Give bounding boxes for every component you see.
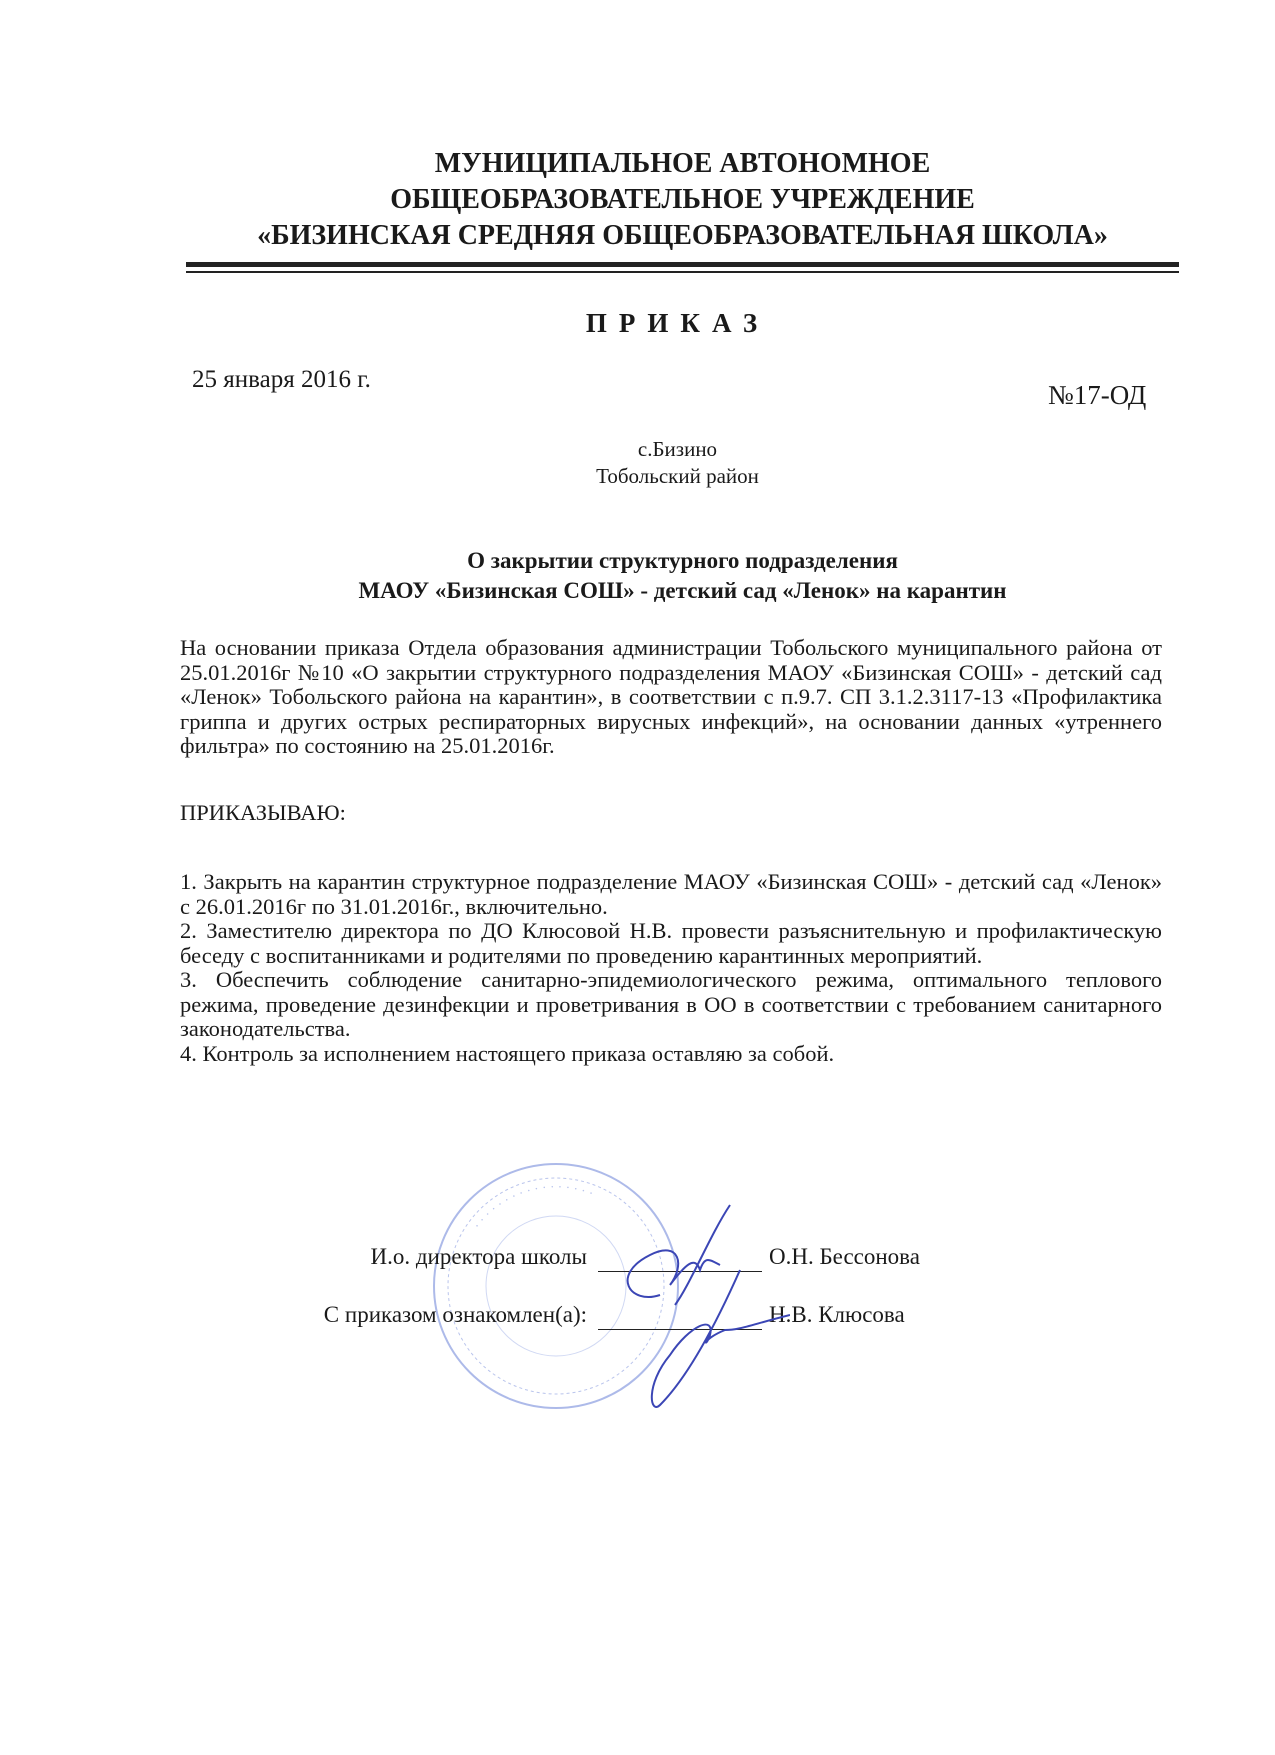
order-word: ПРИКАЗЫВАЮ: bbox=[180, 800, 346, 825]
subject-line: МАОУ «Бизинская СОШ» - детский сад «Ленок» на карантин bbox=[358, 578, 1007, 603]
handwritten-signature-acknowledged bbox=[590, 1265, 790, 1415]
document-type: ПРИКАЗ bbox=[585, 308, 770, 338]
subject-line: О закрытии структурного подразделения bbox=[467, 548, 898, 573]
order-item: 1. Закрыть на карантин структурное подразделение МАОУ «Бизинская СОШ» - детский сад «Ленок» с 26.01.2016г по 31.01.2016г., включительно. bbox=[180, 869, 1162, 919]
document-subject bbox=[186, 546, 1179, 606]
signature-label: И.о. директора школы bbox=[370, 1244, 587, 1269]
place-district: Тобольский район bbox=[596, 464, 759, 488]
signature-label: С приказом ознакомлен(а): bbox=[323, 1302, 587, 1327]
order-item: 3. Обеспечить соблюдение санитарно-эпидемиологического режима, оптимального теплового режима, проведение дезинфекции и проветривания в ОО в соответствии с требованием санитарного законодательства. bbox=[180, 967, 1162, 1041]
document-number: №17-ОД bbox=[1048, 380, 1147, 410]
org-line: МУНИЦИПАЛЬНОЕ АВТОНОМНОЕ bbox=[434, 148, 931, 179]
stamp-text: · · · · · · · · · · · · · · · · · bbox=[469, 1178, 596, 1232]
place-village: с.Бизино bbox=[637, 437, 718, 461]
svg-text:· · · · · · · · · · · · · · · bbox=[470, 1179, 596, 1232]
signer-name: Н.В. Клюсова bbox=[769, 1302, 905, 1327]
organization-header bbox=[186, 146, 1179, 254]
order-item: 4. Контроль за исполнением настоящего приказа оставляю за собой. bbox=[180, 1040, 835, 1066]
document-date: 25 января 2016 г. bbox=[192, 366, 371, 393]
preamble-paragraph: На основании приказа Отдела образования администрации Тобольского муниципального района от 25.01.2016г №10 «О закрытии структурного подразделения МАОУ «Бизинская СОШ» - детский сад «Ленок» Тобольского района на карантин», в соответствии с п.9.7. СП 3.1.2.3117-13 «Профилактика гриппа и других острых респираторных вирусных инфекций», на основании данных «утреннего фильтра» по состоянию на 25.01.2016г. bbox=[180, 635, 1162, 758]
org-line: «БИЗИНСКАЯ СРЕДНЯЯ ОБЩЕОБРАЗОВАТЕЛЬНАЯ ШКОЛА» bbox=[257, 220, 1108, 251]
header-rule-thin bbox=[186, 271, 1179, 273]
signer-name: О.Н. Бессонова bbox=[769, 1244, 920, 1269]
header-rule-thick bbox=[186, 262, 1179, 267]
org-line: ОБЩЕОБРАЗОВАТЕЛЬНОЕ УЧРЕЖДЕНИЕ bbox=[390, 184, 975, 215]
order-items bbox=[180, 870, 1162, 1066]
order-item: 2. Заместителю директора по ДО Клюсовой Н.В. провести разъяснительную и профилактическую беседу с воспитанниками и родителями по проведению карантинных мероприятий. bbox=[180, 918, 1162, 968]
document-place bbox=[0, 436, 1275, 490]
